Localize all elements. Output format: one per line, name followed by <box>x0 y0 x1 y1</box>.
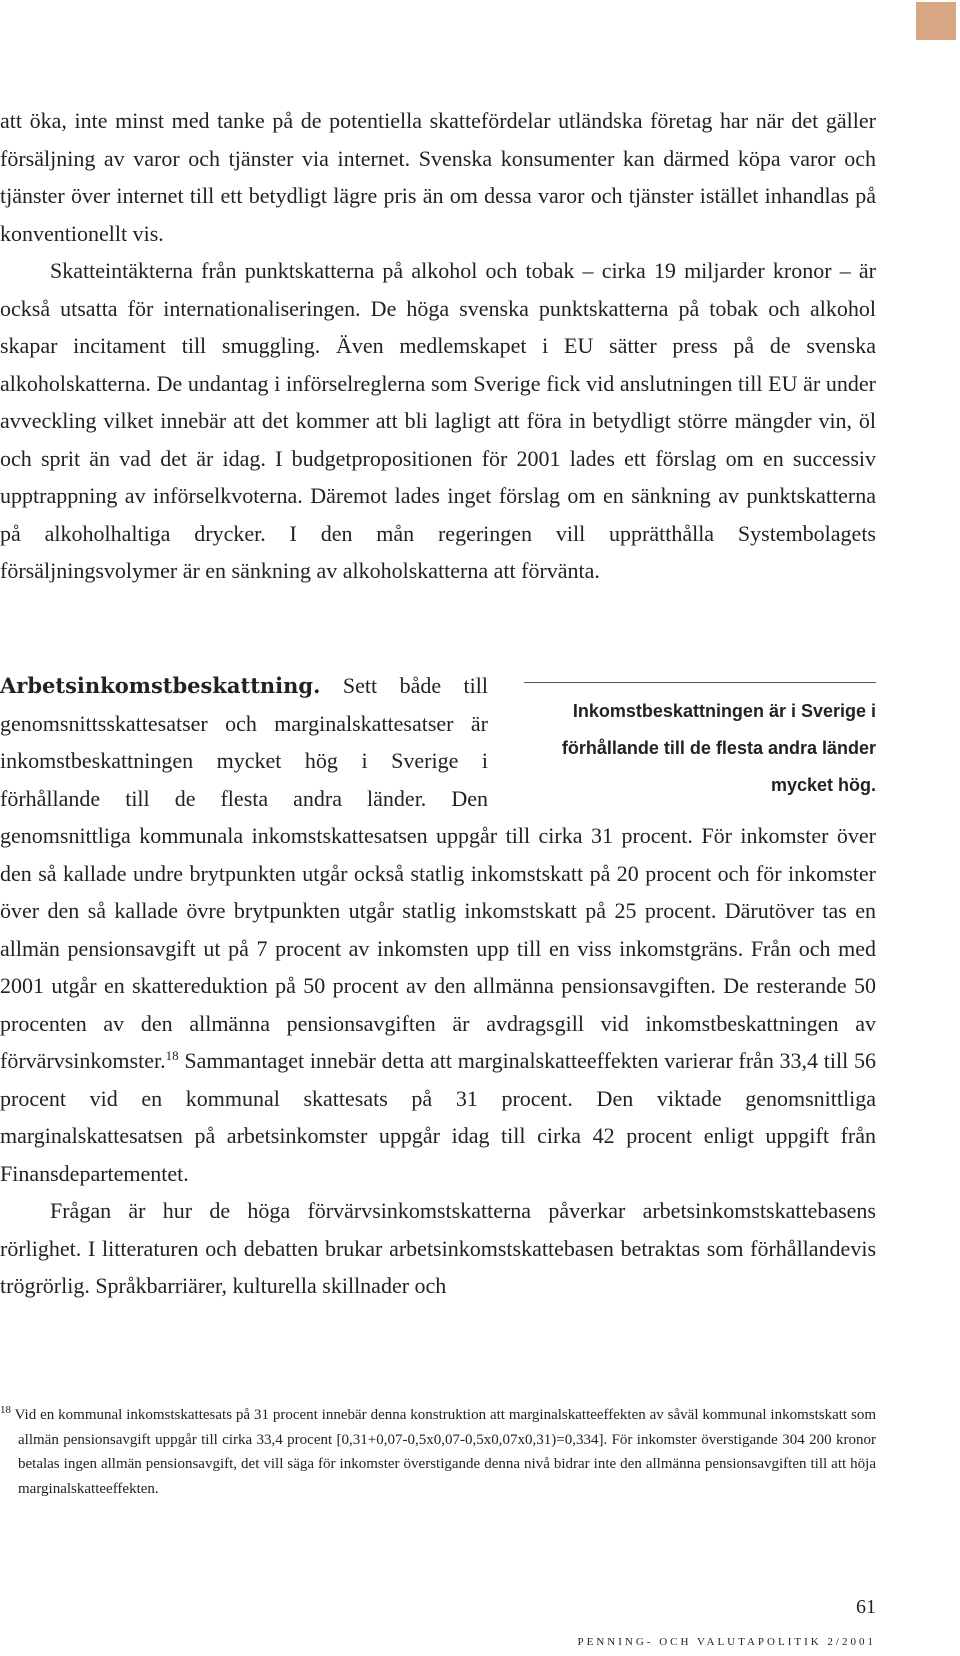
corner-tab-marker <box>916 2 956 40</box>
section-text-after-note: Sammantaget innebär detta att marginalskatteeffekten varierar från 33,4 till 56 procent vid en kommunal skattesats på 31 procent. Den viktade genomsnittliga marginalskattesatsen på arbetsinkomster uppgår idag till cirka 42 procent enligt uppgift från Finansdepartementet. <box>0 1048 876 1186</box>
section-heading-punct: . <box>313 673 321 698</box>
running-footer: PENNING- OCH VALUTAPOLITIK 2/2001 <box>577 1636 876 1648</box>
footnote-body <box>0 1403 876 1501</box>
footnote-text: Vid en kommunal inkomstskattesats på 31 procent innebär denna konstruktion att marginalskatteeffekten av såväl kommunal inkomstskatt som allmän pensionsavgift uppgår till cirka 33,4 procent [0,31+0,07-0,5x0,07-0,5x0,07x0,31)=0,334]. För inkomster överstigande 304 200 kronor betalas ingen allmän pensionsavgift, det vill säga för inkomster överstigande denna nivå bidrar inte den allmänna pensionsavgiften till att höja marginalskatteeffekten. <box>14 1407 876 1497</box>
page-number: 61 <box>856 1596 876 1618</box>
section-heading: Arbetsinkomstbeskattning <box>0 673 314 698</box>
main-text-top <box>0 102 876 590</box>
footnote-reference[interactable]: 18 <box>165 1048 179 1063</box>
section-arbetsinkomst <box>0 667 876 1305</box>
paragraph-punktskatter: Skatteintäkterna från punktskatterna på alkohol och tobak – cirka 19 miljarder kronor – är också utsatta för internationaliseringen. De höga svenska punktskatterna på tobak och alkohol skapar incitament till smuggling. Även medlemskapet i EU sätter press på de svenska alkoholskatterna. De undantag i införselreglerna som Sverige fick vid anslutningen till EU är under avveckling vilket innebär att det kommer att bli lagligt att föra in betydligt större mängder vin, öl och sprit än vad det är idag. I budgetpropositionen för 2001 lades ett förslag om en successiv upptrappning av införselkvoterna. Däremot lades inget förslag om en sänkning av punktskatterna på alkoholhaltiga drycker. I den mån regeringen vill upprätthålla Systembolagets försäljningsvolymer är en sänkning av alkoholskatterna att förvänta. <box>0 258 876 583</box>
footnote <box>0 1403 876 1501</box>
footnote-number: 18 <box>0 1404 11 1416</box>
pull-quote: Inkomstbeskattningen är i Sverige i förhållande till de flesta andra länder mycket hög. <box>524 682 876 804</box>
paragraph-intro: att öka, inte minst med tanke på de potentiella skattefördelar utländska företag har när det gäller försäljning av varor och tjänster via internet. Svenska konsumenter kan därmed köpa varor och tjänster över internet till ett betydligt lägre pris än om dessa varor och tjänster istället inhandlas på konventionellt vis. <box>0 108 876 246</box>
section-text-before-note: Sett både till genomsnittsskattesatser och marginalskattesatser är inkomstbeskattningen mycket hög i Sverige i förhållande till de flesta andra länder. Den genomsnittliga kommunala inkomstskattesatsen uppgår till cirka 31 procent. För inkomster över den så kallade undre brytpunkten utgår också statlig inkomstskatt på 20 procent och för inkomster över den så kallade övre brytpunkten utgår statlig inkomstskatt på 25 procent. Därutöver tas en allmän pensionsavgift ut på 7 procent av inkomsten upp till en viss inkomstgräns. Från och med 2001 utgår en skattereduktion på 50 procent av den allmänna pensionsavgiften. De resterande 50 procenten av den allmänna pensionsavgiften är avdragsgill vid inkomstbeskattningen av förvärvsinkomster. <box>0 673 876 1073</box>
paragraph-rorlighet: Frågan är hur de höga förvärvsinkomstskatterna påverkar arbetsinkomstskattebasens rörlighet. I litteraturen och debatten brukar arbetsinkomstskattebasen betraktas som förhållandevis trögrörlig. Språkbarriärer, kulturella skillnader och <box>0 1198 876 1298</box>
